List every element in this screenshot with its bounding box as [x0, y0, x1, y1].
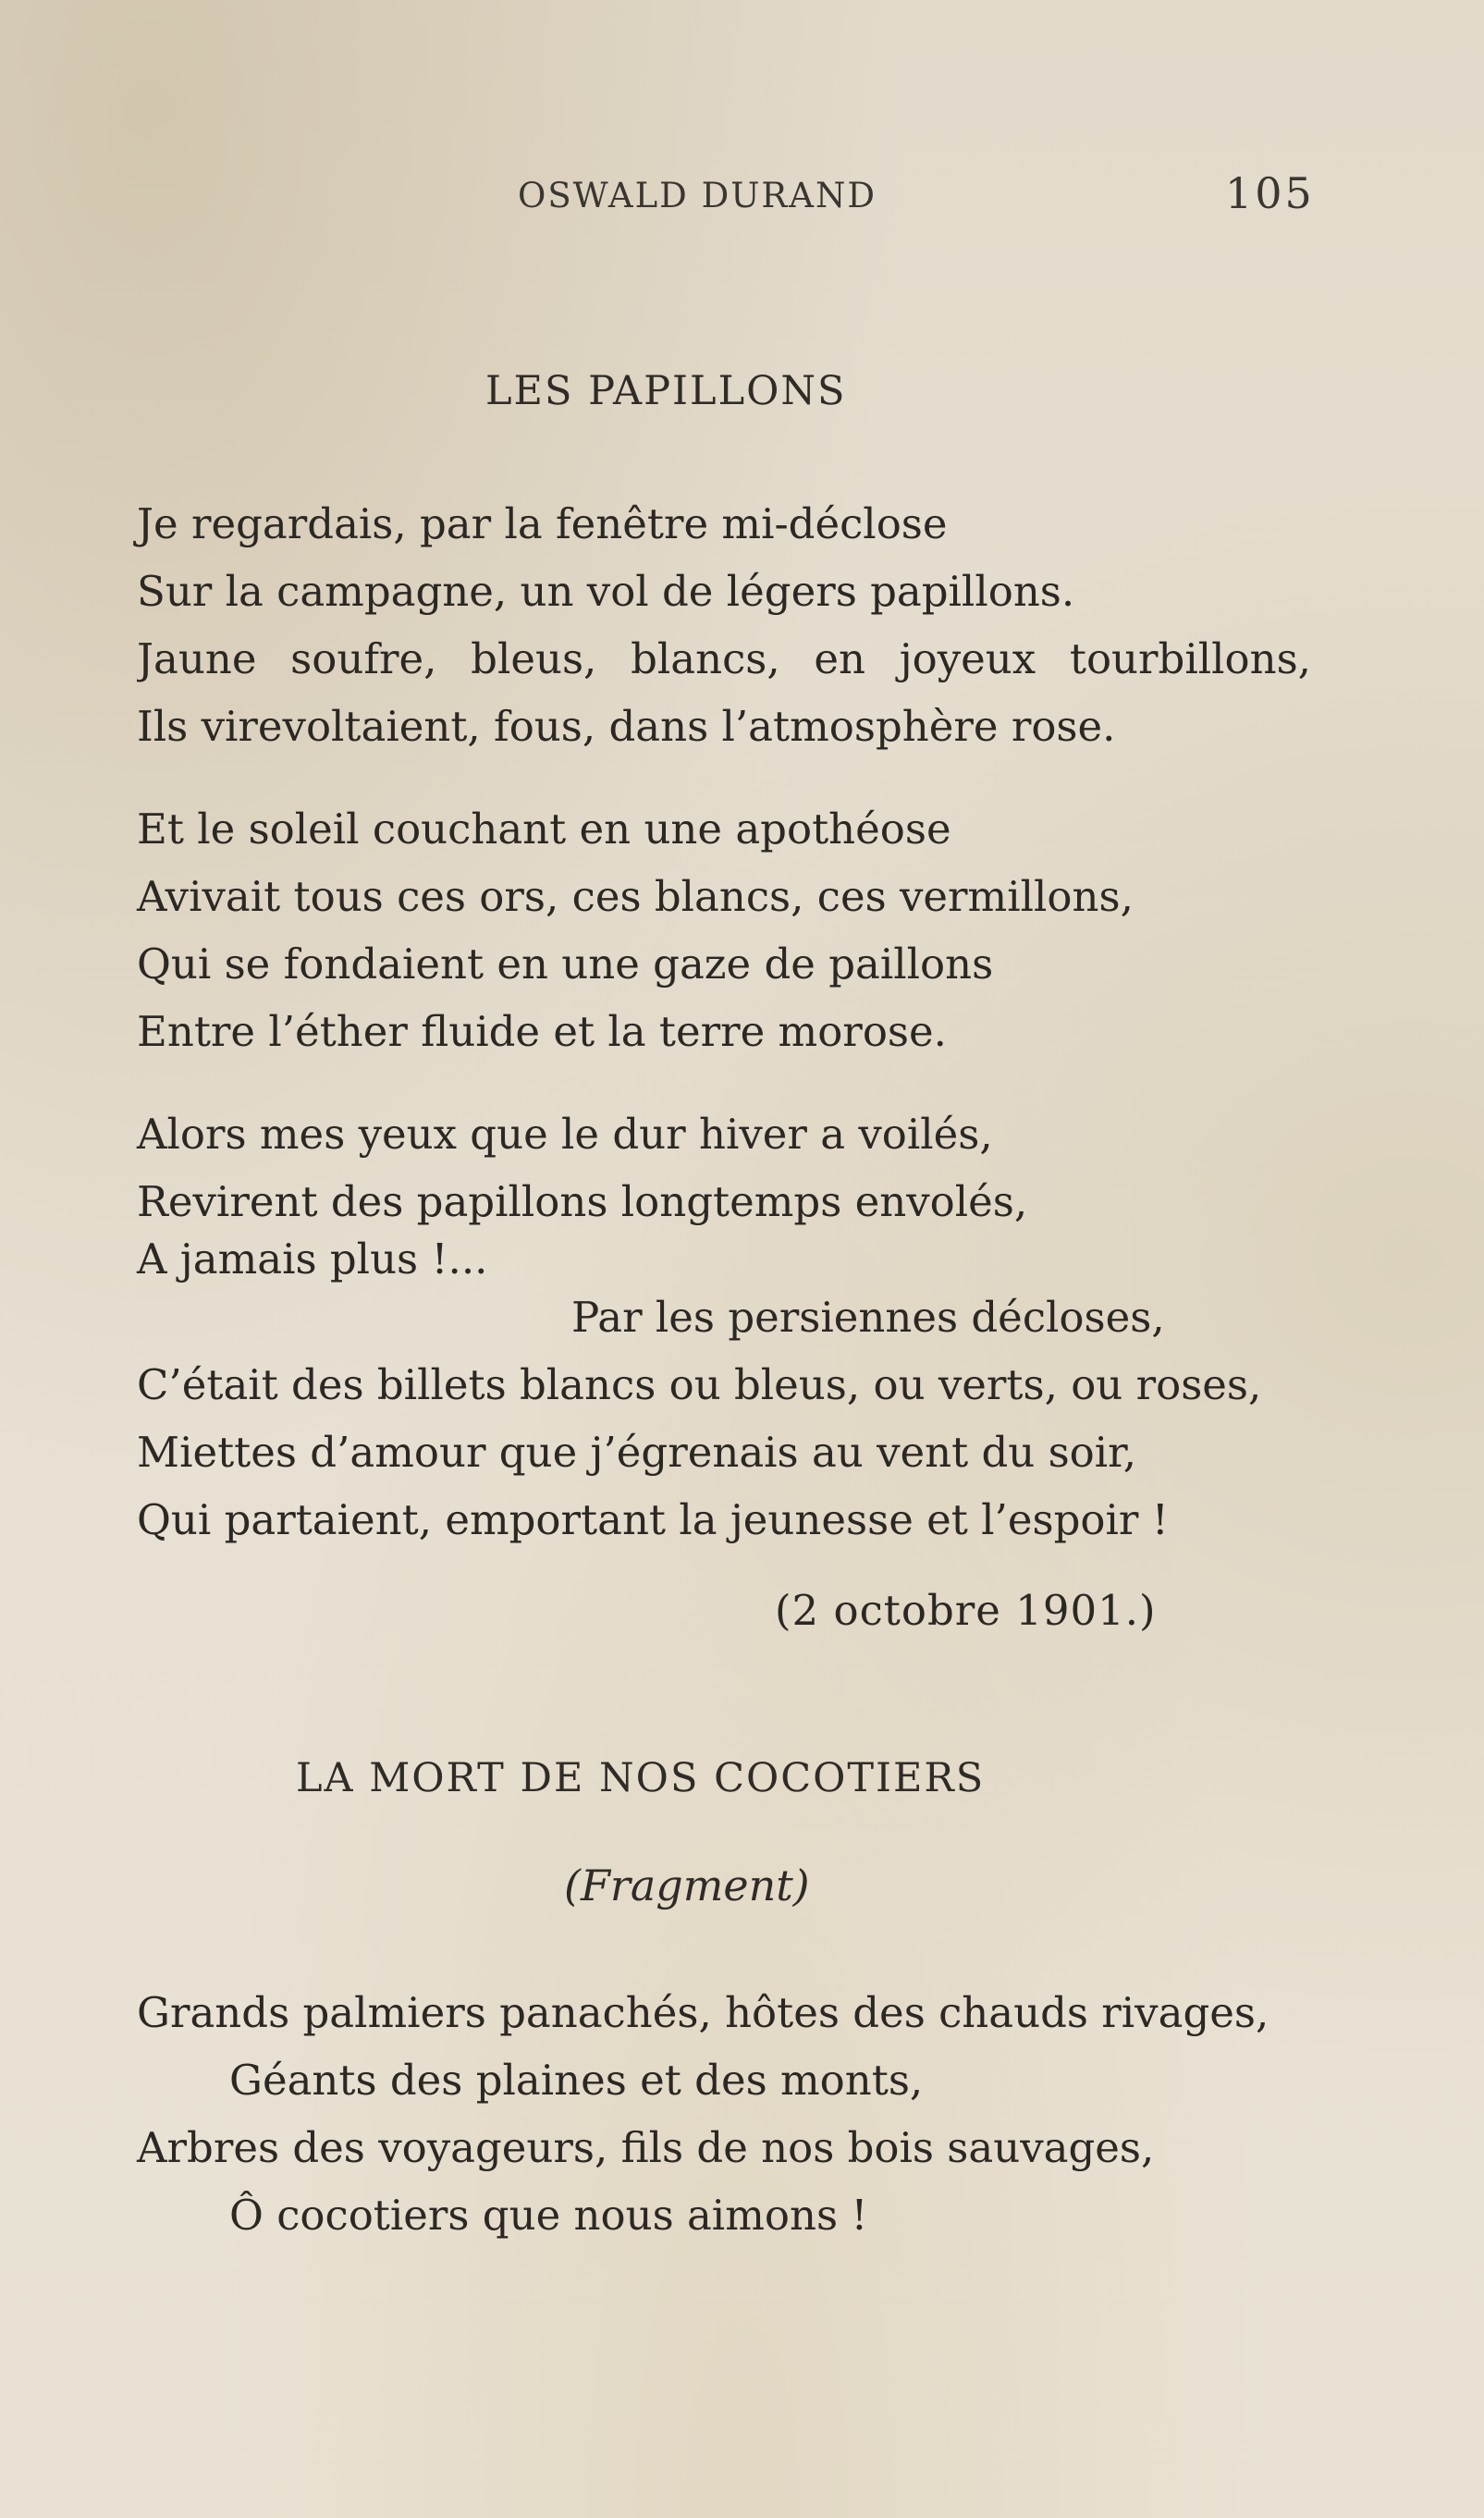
- running-head: OSWALD DURAND: [518, 176, 877, 215]
- verse-line: A jamais plus !...: [137, 1234, 488, 1284]
- verse-line: Miettes d’amour que j’égrenais au vent du soir,: [137, 1428, 1137, 1477]
- verse-line: Je regardais, par la fenêtre mi-déclose: [137, 499, 948, 548]
- verse-line: Jaune soufre, bleus, blancs, en joyeux tourbillons,: [137, 634, 1311, 683]
- stanza: [137, 795, 1311, 1065]
- poem-date: (2 octobre 1901.): [775, 1586, 1157, 1635]
- poem-subtitle: (Fragment): [564, 1861, 810, 1910]
- verse-line: C’était des billets blancs ou bleus, ou verts, ou roses,: [137, 1360, 1262, 1409]
- verse-line: Grands palmiers panachés, hôtes des chauds rivages,: [137, 1988, 1269, 2037]
- verse-line: Arbres des voyageurs, fils de nos bois sauvages,: [137, 2123, 1155, 2172]
- verse-line: Par les persiennes décloses,: [571, 1293, 1165, 1342]
- verse-line: Entre l’éther fluide et la terre morose.: [137, 1007, 947, 1056]
- verse-line: Ils virevoltaient, fous, dans l’atmosphère rose.: [137, 702, 1116, 751]
- poem-title: LES PAPILLONS: [485, 368, 847, 414]
- verse-line: Alors mes yeux que le dur hiver a voilés,: [137, 1110, 993, 1159]
- page-number: 105: [1225, 168, 1315, 218]
- stanza: [137, 1979, 1311, 2249]
- stanza: [137, 1100, 1311, 1554]
- verse-line: Qui partaient, emportant la jeunesse et l’espoir !: [137, 1495, 1169, 1544]
- verse-line: Qui se fondaient en une gaze de paillons: [137, 940, 994, 989]
- verse-line: Et le soleil couchant en une apothéose: [137, 805, 951, 854]
- verse-line: Ô cocotiers que nous aimons !: [229, 2191, 868, 2240]
- verse-line: Revirent des papillons longtemps envolés,: [137, 1177, 1028, 1226]
- stanza: [137, 490, 1311, 760]
- verse-line: Géants des plaines et des monts,: [229, 2056, 924, 2105]
- verse-line: Sur la campagne, un vol de légers papillons.: [137, 567, 1075, 616]
- verse-line: Avivait tous ces ors, ces blancs, ces vermillons,: [137, 872, 1134, 921]
- poem-title: LA MORT DE NOS COCOTIERS: [296, 1755, 986, 1801]
